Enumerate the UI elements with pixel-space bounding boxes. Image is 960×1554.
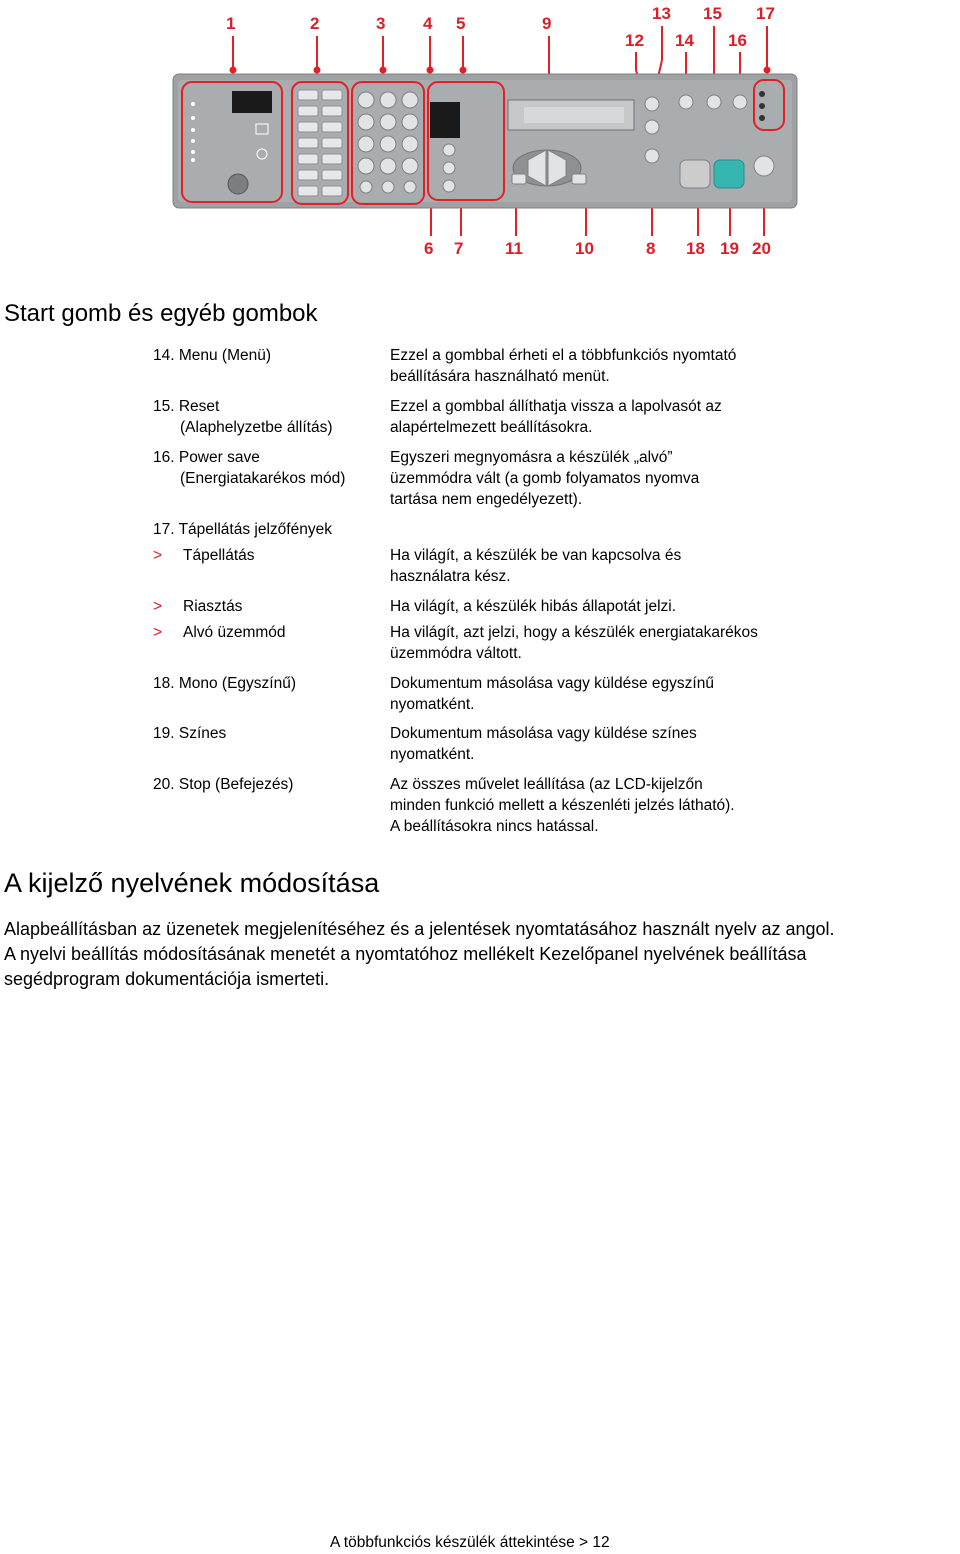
item-label: 17. Tápellátás jelzőfények [153, 521, 332, 538]
callout-3: 3 [376, 14, 386, 33]
body-paragraph: Alapbeállításban az üzenetek megjelenítéséhez és a jelentések nyomtatásához használt nyelv az angol. A nyelvi beállítás módosításának menetét a nyomtatóhoz mellékelt Kezelőpanel nyelvének beállítása segédprogram dokumentációja ismerteti. [4, 919, 835, 989]
control-panel-figure [0, 0, 960, 270]
callout-16: 16 [728, 31, 747, 50]
item-label: 20. Stop (Befejezés) [153, 776, 294, 793]
item-label: 16. Power save (Energiatakarékos mód) [153, 449, 346, 487]
callout-4: 4 [423, 14, 433, 33]
item-description: Az összes művelet leállítása (az LCD-kijelzőn minden funkció mellett a készenléti jelzés látható). A beállításokra nincs hatással. [390, 776, 735, 835]
callout-2: 2 [310, 14, 320, 33]
item-label: 15. Reset (Alaphelyzetbe állítás) [153, 398, 333, 436]
item-description: Ha világít, a készülék be van kapcsolva és használatra kész. [390, 547, 682, 585]
item-description: Ezzel a gombbal állíthatja vissza a lapolvasót az alapértelmezett beállításokra. [390, 398, 722, 436]
callout-18: 18 [686, 239, 705, 258]
bullet-arrow: > [153, 598, 163, 615]
bullet-arrow: > [153, 547, 163, 564]
callout-12: 12 [625, 31, 644, 50]
item-description: Ezzel a gombbal érheti el a többfunkciós nyomtató beállítására használható menüt. [390, 347, 737, 385]
callout-9: 9 [542, 14, 552, 33]
callout-7: 7 [454, 239, 464, 258]
callout-17: 17 [756, 4, 775, 23]
item-description: Ha világít, azt jelzi, hogy a készülék energiatakarékos üzemmódra váltott. [390, 624, 758, 662]
callout-1: 1 [226, 14, 236, 33]
item-label: 14. Menu (Menü) [153, 347, 272, 364]
item-description: Egyszeri megnyomásra a készülék „alvó” üzemmódra vált (a gomb folyamatos nyomva tartása nem engedélyezett). [390, 449, 700, 508]
callout-5: 5 [456, 14, 466, 33]
section-title-buttons: Start gomb és egyéb gombok [4, 300, 318, 327]
section-title-language: A kijelző nyelvének módosítása [4, 868, 380, 898]
callout-8: 8 [646, 239, 656, 258]
callout-19: 19 [720, 239, 739, 258]
page-footer: A többfunkciós készülék áttekintése > 12 [330, 1534, 610, 1551]
item-label: > Riasztás [153, 598, 243, 615]
callout-11: 11 [505, 239, 523, 258]
item-label: 18. Mono (Egyszínű) [153, 675, 297, 692]
item-label: 19. Színes [153, 725, 227, 742]
panel-drawing [0, 0, 960, 270]
callout-20: 20 [752, 239, 771, 258]
item-description: Dokumentum másolása vagy küldése egyszínű nyomatként. [390, 675, 714, 713]
item-description: Ha világít, a készülék hibás állapotát jelzi. [390, 598, 677, 615]
item-label: > Tápellátás [153, 547, 255, 564]
item-label: > Alvó üzemmód [153, 624, 286, 641]
callout-13: 13 [652, 4, 671, 23]
item-description: Dokumentum másolása vagy küldése színes nyomatként. [390, 725, 697, 763]
callout-15: 15 [703, 4, 722, 23]
callout-6: 6 [424, 239, 434, 258]
bullet-arrow: > [153, 624, 163, 641]
callout-14: 14 [675, 31, 694, 50]
callout-10: 10 [575, 239, 594, 258]
